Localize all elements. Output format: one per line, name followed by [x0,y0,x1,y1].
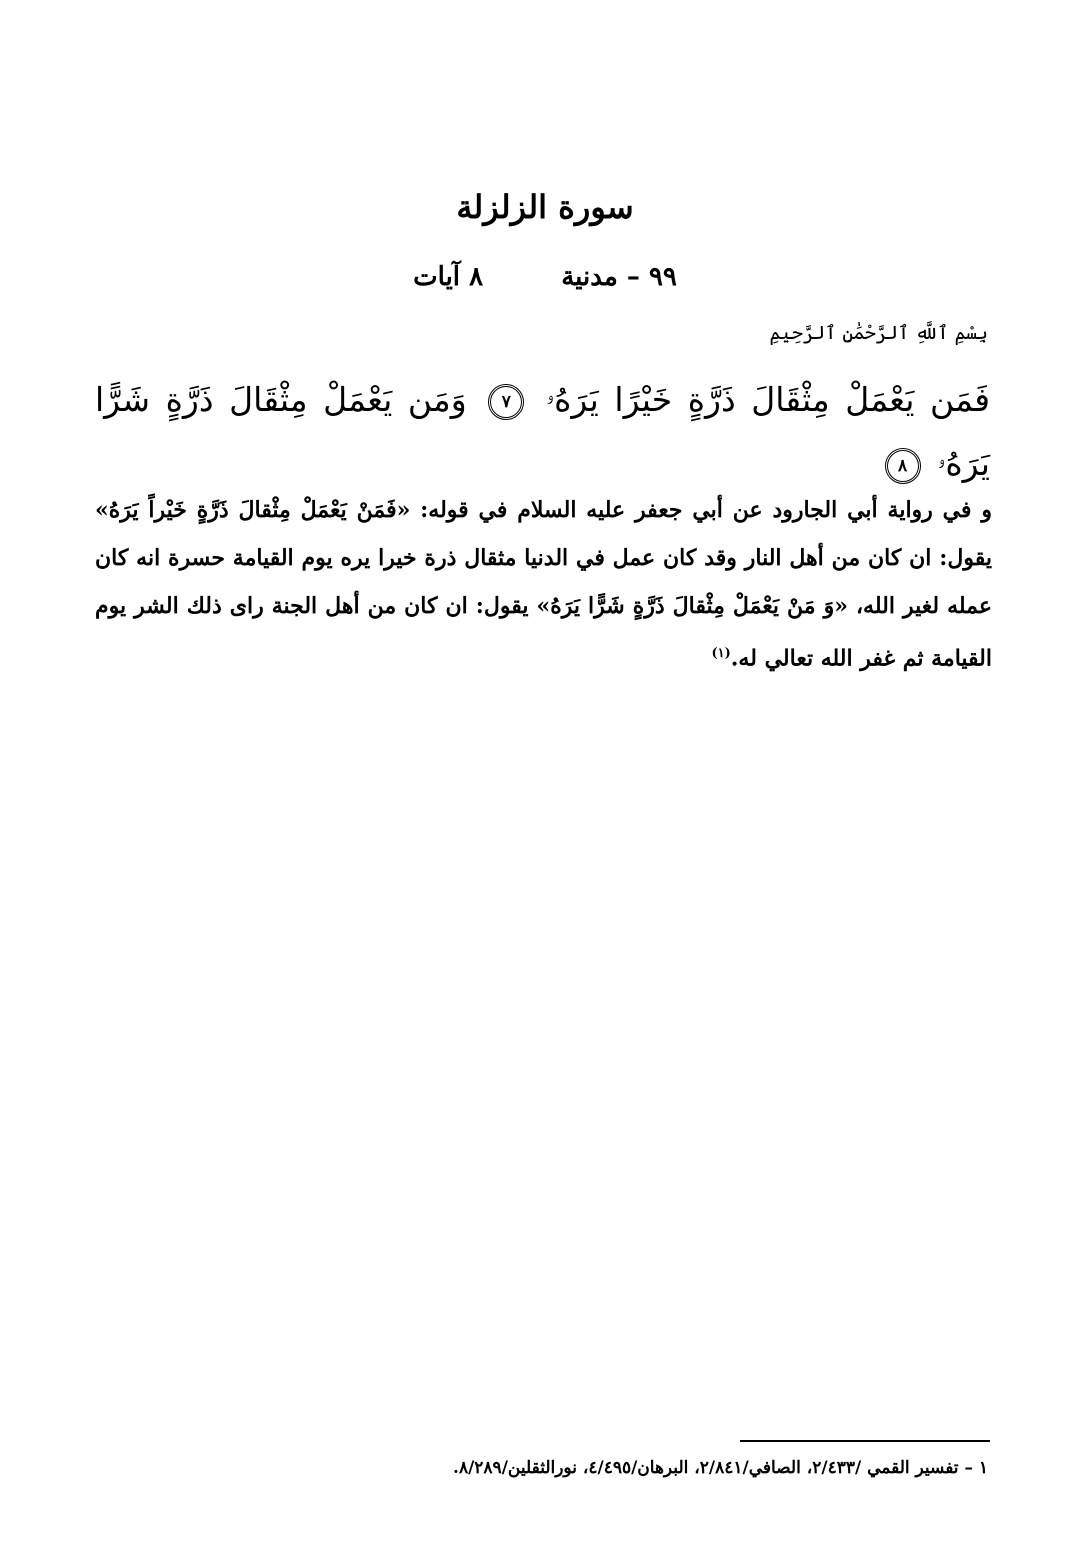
ayah-marker-7: ٧ [488,384,524,420]
verse-7-text: فَمَن يَعْمَلْ مِثْقَالَ ذَرَّةٍ خَيْرًا يَرَهُۥ [545,380,990,419]
surah-number-type: ٩٩ – مدنية [561,262,677,292]
surah-verse-count: ٨ آيات [413,262,484,292]
footnote: ١ – تفسير القمي /٢/٤٣٣، الصافي/٢/٨٤١، البرهان/٤/٤٩٥، نورالثقلين/٨/٢٨٩. [453,1458,988,1478]
ayah-marker-8: ٨ [885,448,921,484]
verse-8-text: وَمَن يَعْمَلْ مِثْقَالَ ذَرَّةٍ شَرًّا يَرَهُۥ [95,380,990,483]
commentary-paragraph [95,486,992,682]
basmala: بِسْمِ ٱللَّهِ ٱلرَّحْمَٰنِ ٱلرَّحِيمِ [769,322,988,344]
footnote-reference: (١) [711,646,731,661]
surah-meta [0,262,1090,292]
footnote-divider [740,1440,990,1442]
surah-title: سورة الزلزلة [456,188,634,226]
commentary-text: و في رواية أبي الجارود عن أبي جعفر عليه السلام في قوله: «فَمَنْ يَعْمَلْ مِثْقالَ ذَرَّةٍ خَيْراً يَرَهُ» يقول: ان كان من أهل النار وقد كان عمل في الدنيا مثقال ذرة خيرا يره يوم القيامة حسرة انه كان عمله لغير الله، «وَ مَنْ يَعْمَلْ مِثْقالَ ذَرَّةٍ شَرًّا يَرَهُ» يقول: ان كان من أهل الجنة راى ذلك الشر يوم القيامة ثم غفر الله تعالي له. [95,497,992,672]
quran-verses [95,368,990,496]
